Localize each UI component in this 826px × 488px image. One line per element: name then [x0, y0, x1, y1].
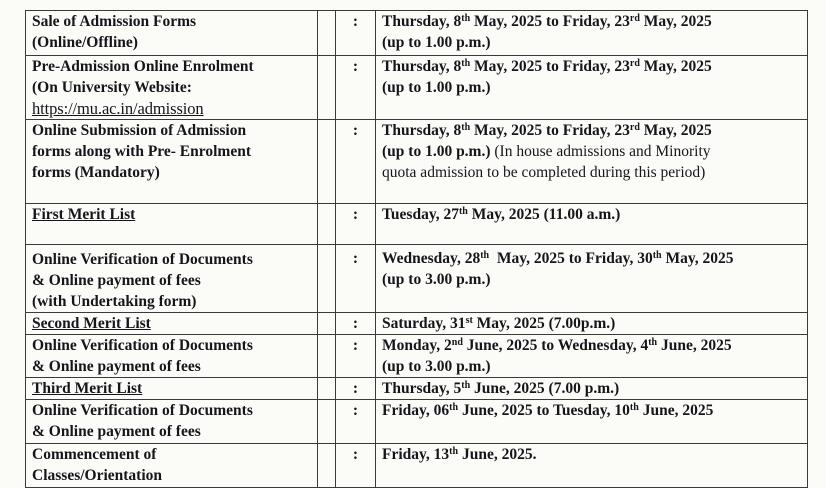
spacer-cell: [318, 204, 336, 245]
colon-separator: :: [336, 335, 376, 378]
date-note: (In house admissions and Minority: [490, 143, 711, 160]
event-cell: [26, 378, 318, 400]
table-row: [26, 56, 808, 120]
date-cell: [376, 56, 808, 120]
date-time-text: (up to 1.00 p.m.) (In house admissions and Minority: [382, 143, 711, 160]
event-cell: [26, 245, 318, 313]
event-text: (On University Website:: [32, 79, 192, 96]
table-row: [26, 378, 808, 400]
admission-website-link[interactable]: https://mu.ac.in/admission: [32, 99, 204, 118]
event-text: (Online/Offline): [32, 34, 138, 51]
table-row: [26, 120, 808, 204]
table-row: [26, 335, 808, 378]
spacer-cell: [318, 335, 336, 378]
spacer-cell: [318, 444, 336, 488]
colon-separator: :: [336, 378, 376, 400]
date-cell: [376, 313, 808, 335]
event-text: Online Verification of Documents: [32, 251, 253, 268]
date-text: Friday, 06th June, 2025 to Tuesday, 10th June, 2025: [382, 402, 714, 419]
date-time-text: (up to 1.00 p.m.): [382, 34, 491, 51]
event-text: Classes/Orientation: [32, 467, 163, 484]
spacer-cell: [318, 245, 336, 313]
event-text: & Online payment of fees: [32, 423, 201, 440]
date-text: Thursday, 8th May, 2025 to Friday, 23rd May, 2025: [382, 122, 712, 139]
date-text: Saturday, 31st May, 2025 (7.00p.m.): [382, 315, 616, 332]
date-time-text: (up to 1.00 p.m.): [382, 79, 491, 96]
date-cell: [376, 11, 808, 56]
date-time-text: (up to 3.00 p.m.): [382, 358, 491, 375]
table-row: [26, 245, 808, 313]
event-cell: [26, 335, 318, 378]
colon-separator: :: [336, 400, 376, 444]
event-text: Online Verification of Documents: [32, 402, 253, 419]
spacer-cell: [318, 378, 336, 400]
table-row: [26, 11, 808, 56]
event-cell: [26, 204, 318, 245]
date-cell: [376, 120, 808, 204]
event-cell: [26, 56, 318, 120]
spacer-cell: [318, 400, 336, 444]
colon-separator: :: [336, 444, 376, 488]
event-text: & Online payment of fees: [32, 358, 201, 375]
table-row: [26, 400, 808, 444]
colon-separator: :: [336, 245, 376, 313]
event-cell: [26, 120, 318, 204]
date-cell: [376, 204, 808, 245]
event-text: Commencement of: [32, 446, 157, 463]
event-cell: [26, 313, 318, 335]
date-text: Tuesday, 27th May, 2025 (11.00 a.m.): [382, 206, 621, 223]
colon-separator: :: [336, 11, 376, 56]
event-text: Third Merit List: [32, 380, 143, 397]
event-text: Second Merit List: [32, 315, 151, 332]
date-text: Friday, 13th June, 2025.: [382, 446, 537, 463]
date-text: Thursday, 8th May, 2025 to Friday, 23rd May, 2025: [382, 13, 712, 30]
event-text: forms (Mandatory): [32, 164, 160, 181]
date-cell: [376, 245, 808, 313]
date-text: Thursday, 8th May, 2025 to Friday, 23rd May, 2025: [382, 58, 712, 75]
spacer-cell: [318, 313, 336, 335]
spacer-cell: [318, 56, 336, 120]
table-row: [26, 204, 808, 245]
event-text: Pre-Admission Online Enrolment: [32, 58, 254, 75]
date-cell: [376, 378, 808, 400]
date-text: Monday, 2nd June, 2025 to Wednesday, 4th June, 2025: [382, 337, 732, 354]
date-note: quota admission to be completed during this period): [382, 164, 706, 181]
spacer-cell: [318, 11, 336, 56]
colon-separator: :: [336, 313, 376, 335]
colon-separator: :: [336, 204, 376, 245]
table-row: [26, 444, 808, 488]
event-text: Online Verification of Documents: [32, 337, 253, 354]
event-text: forms along with Pre- Enrolment: [32, 143, 251, 160]
event-cell: [26, 11, 318, 56]
spacer-cell: [318, 120, 336, 204]
event-text: (with Undertaking form): [32, 293, 197, 310]
colon-separator: :: [336, 120, 376, 204]
date-text: Wednesday, 28th May, 2025 to Friday, 30th May, 2025: [382, 250, 734, 267]
event-text: & Online payment of fees: [32, 272, 201, 289]
event-cell: [26, 444, 318, 488]
date-cell: [376, 335, 808, 378]
date-time-text: (up to 3.00 p.m.): [382, 271, 491, 288]
date-cell: [376, 400, 808, 444]
date-cell: [376, 444, 808, 488]
event-text: Sale of Admission Forms: [32, 13, 197, 30]
date-text: Thursday, 5th June, 2025 (7.00 p.m.): [382, 380, 620, 397]
event-cell: [26, 400, 318, 444]
colon-separator: :: [336, 56, 376, 120]
admission-schedule-table: [25, 10, 808, 488]
event-text: Online Submission of Admission: [32, 122, 247, 139]
event-text: First Merit List: [32, 206, 136, 223]
table-row: [26, 313, 808, 335]
